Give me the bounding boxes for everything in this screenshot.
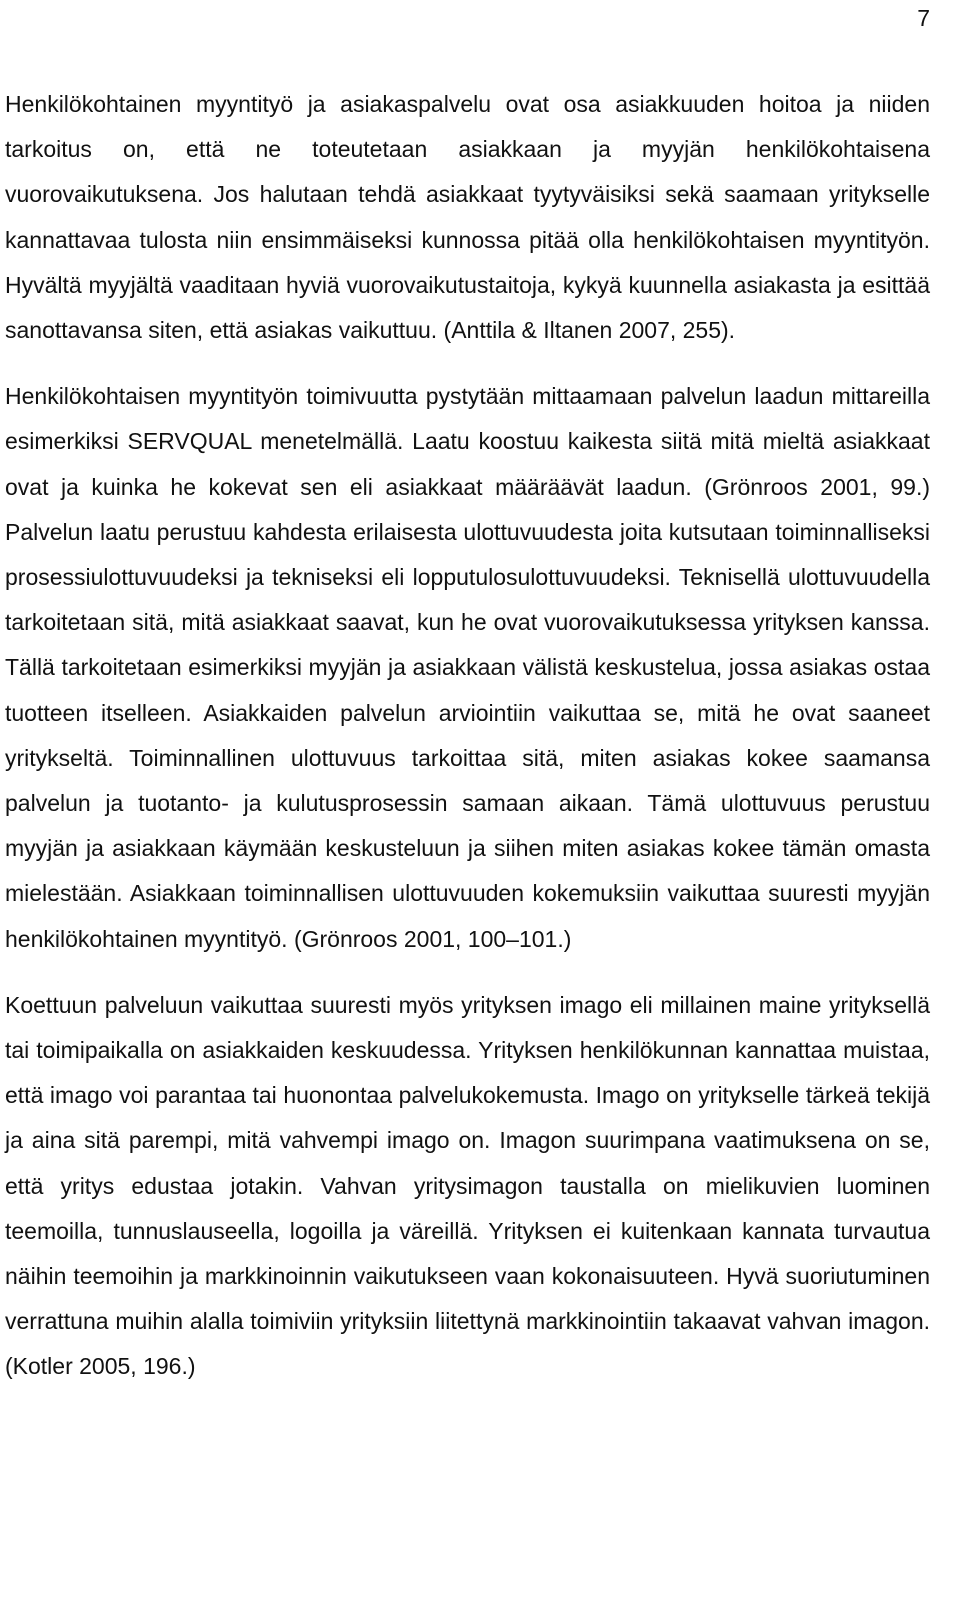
paragraph-personal-selling: Henkilökohtainen myyntityö ja asiakaspalvelu ovat osa asiakkuuden hoitoa ja niiden tarkoitus on, että ne toteutetaan asiakkaan ja myyjän henkilökohtaisena vuorovaikutuksena. Jos halutaan tehdä asiakkaat tyytyväisiksi sekä saamaan yritykselle kannattavaa tulosta niin ensimmäiseksi kunnossa pitää olla henkilökohtaisen myyntityön. Hyvältä myyjältä vaaditaan hyviä vuorovaikutustaitoja, kykyä kuunnella asiakasta ja esittää sanottavansa siten, että asiakas vaikuttuu. (Anttila & Iltanen 2007, 255). (5, 91, 930, 344)
page-number: 7 (917, 5, 930, 31)
paragraph-company-image: Koettuun palveluun vaikuttaa suuresti myös yrityksen imago eli millainen maine yrityksellä tai toimipaikalla on asiakkaiden keskuudessa. Yrityksen henkilökunnan kannattaa muistaa, että imago voi parantaa tai huonontaa palvelukokemusta. Imago on yritykselle tärkeä tekijä ja aina sitä parempi, mitä vahvempi imago on. Imagon suurimpana vaatimuksena on se, että yritys edustaa jotakin. Vahvan yritysimagon taustalla on mielikuvien luominen teemoilla, tunnuslauseella, logoilla ja väreillä. Yrityksen ei kuitenkaan kannata turvautua näihin teemoihin ja markkinoinnin vaikutukseen vaan kokonaisuuteen. Hyvä suoriutuminen verrattuna muihin alalla toimiviin yrityksiin liitettynä markkinointiin takaavat vahvan imagon. (Kotler 2005, 196.) (5, 991, 930, 1380)
body-text (5, 82, 930, 1390)
paragraph-service-quality: Henkilökohtaisen myyntityön toimivuutta pystytään mittaamaan palvelun laadun mittareilla esimerkiksi SERVQUAL menetelmällä. Laatu koostuu kaikesta siitä mitä mieltä asiakkaat ovat ja kuinka he kokevat sen eli asiakkaat määräävät laadun. (Grönroos 2001, 99.) Palvelun laatu perustuu kahdesta erilaisesta ulottuvuudesta joita kutsutaan toiminnalliseksi prosessiulottuvuudeksi ja tekniseksi eli lopputulosulottuvuudeksi. Teknisellä ulottuvuudella tarkoitetaan sitä, mitä asiakkaat saavat, kun he ovat vuorovaikutuksessa yrityksen kanssa. Tällä tarkoitetaan esimerkiksi myyjän ja asiakkaan välistä keskustelua, jossa asiakas ostaa tuotteen itselleen. Asiakkaiden palvelun arviointiin vaikuttaa se, mitä he ovat saaneet yritykseltä. Toiminnallinen ulottuvuus tarkoittaa sitä, miten asiakas kokee saamansa palvelun ja tuotanto- ja kulutusprosessin samaan aikaan. Tämä ulottuvuus perustuu myyjän ja asiakkaan käymään keskusteluun ja siihen miten asiakas kokee tämän omasta mielestään. Asiakkaan toiminnallisen ulottuvuuden kokemuksiin vaikuttaa suuresti myyjän henkilökohtainen myyntityö. (Grönroos 2001, 100–101.) (5, 383, 930, 952)
